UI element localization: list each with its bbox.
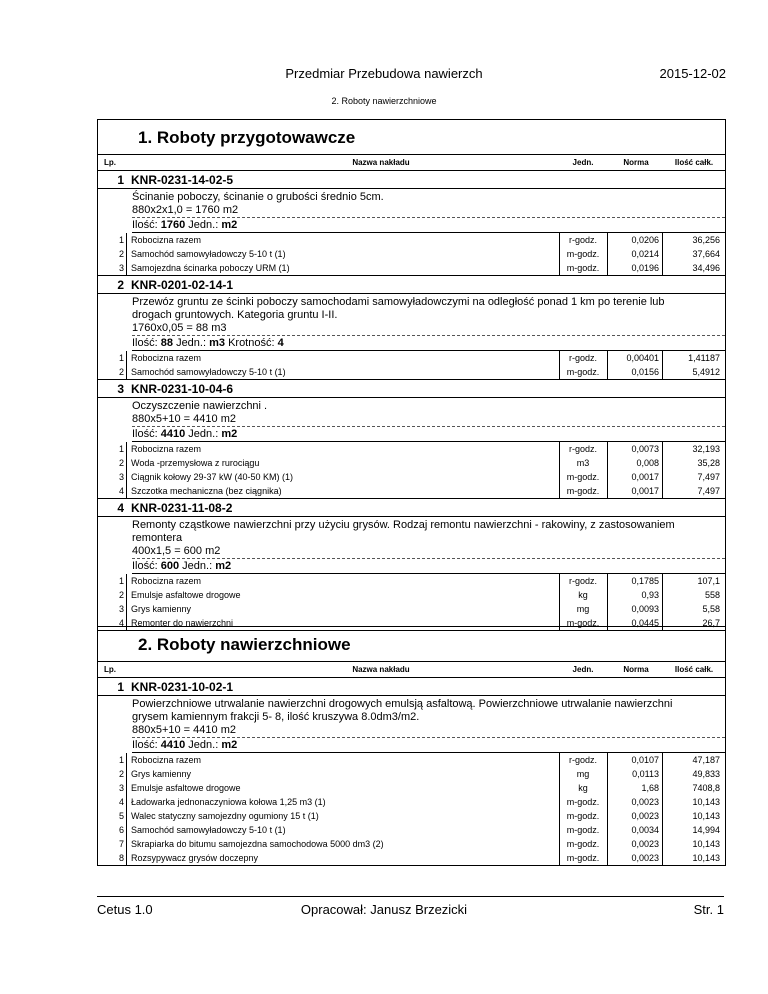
resource-row	[98, 753, 725, 767]
resource-unit: m-godz.	[566, 853, 600, 863]
resource-unit: m-godz.	[566, 825, 600, 835]
resource-total: 558	[704, 590, 720, 600]
resource-total: 35,28	[697, 458, 720, 468]
position-number: 1	[117, 173, 124, 187]
unit-label: Jedn.:	[176, 337, 207, 349]
resource-norm: 1,68	[641, 783, 659, 793]
unit-value: m2	[221, 219, 238, 231]
quantity-value: 1760	[160, 219, 186, 231]
resource-unit: m-godz.	[566, 811, 600, 821]
position-description	[98, 398, 725, 426]
resource-row	[98, 767, 725, 781]
resource-row	[98, 351, 725, 365]
document-date: 2015-12-02	[659, 66, 726, 81]
position-number: 4	[117, 501, 124, 515]
resource-unit: r-godz.	[568, 444, 597, 454]
resource-name: Grys kamienny	[131, 769, 192, 779]
resource-lp: 4	[118, 797, 124, 807]
resource-total: 107,1	[697, 576, 720, 586]
position-quantity	[132, 426, 725, 442]
footer-page-number: Str. 1	[693, 902, 724, 917]
resource-norm: 0,0214	[631, 249, 659, 259]
quantity-value: 600	[160, 560, 180, 572]
resource-total: 7408,8	[692, 783, 720, 793]
position-item	[98, 276, 725, 380]
description-line: remontera	[132, 532, 183, 544]
position-item	[98, 678, 725, 865]
resource-unit: m-godz.	[566, 263, 600, 273]
position-quantity	[132, 558, 725, 574]
resource-norm: 0,00401	[626, 353, 659, 363]
position-header	[98, 499, 725, 517]
resource-total: 32,193	[692, 444, 720, 454]
resource-name: Rozsypywacz grysów doczepny	[131, 853, 259, 863]
position-number: 3	[117, 382, 124, 396]
position-quantity	[132, 737, 725, 753]
resource-name: Robocizna razem	[131, 235, 202, 245]
resource-rows	[98, 753, 725, 865]
column-nazwa-nakladu: Nazwa nakładu	[352, 665, 410, 674]
column-norma: Norma	[623, 665, 649, 674]
footer-divider	[97, 896, 724, 897]
resource-row	[98, 247, 725, 261]
resource-rows	[98, 233, 725, 276]
resource-unit: mg	[576, 604, 590, 614]
resource-lp: 1	[118, 353, 124, 363]
description-line: Ścinanie poboczy, ścinanie o grubości średnio 5cm.	[132, 191, 384, 203]
resource-norm: 0,0073	[631, 444, 659, 454]
resource-norm: 0,0113	[632, 769, 659, 779]
resource-total: 7,497	[697, 472, 720, 482]
position-header	[98, 171, 725, 189]
resource-name: Samochód samowyładowczy 5-10 t (1)	[131, 825, 286, 835]
section-title: 2. Roboty nawierzchniowe	[138, 635, 351, 654]
resource-unit: kg	[578, 783, 588, 793]
resource-norm: 0,0017	[631, 472, 659, 482]
resource-norm: 0,0023	[631, 839, 659, 849]
resource-total: 5,4912	[692, 367, 720, 377]
footer-author: Opracował: Janusz Brzezicki	[300, 902, 468, 917]
resource-name: Woda -przemysłowa z rurociągu	[131, 458, 260, 468]
resource-name: Samochód samowyładowczy 5-10 t (1)	[131, 249, 286, 259]
resource-lp: 5	[118, 811, 124, 821]
resource-rows	[98, 351, 725, 380]
column-jedn: Jedn.	[572, 665, 594, 674]
resource-lp: 1	[118, 235, 124, 245]
resource-name: Robocizna razem	[131, 576, 202, 586]
description-line: 880x2x1,0 = 1760 m2	[132, 204, 239, 216]
quantity-value: 4410	[160, 739, 186, 751]
column-header-row	[98, 155, 725, 171]
resource-total: 5,58	[702, 604, 720, 614]
position-item	[98, 499, 725, 630]
column-ilosc-calk: Ilość całk.	[674, 158, 714, 167]
resource-row	[98, 470, 725, 484]
resource-name: Remonter do nawierzchni	[131, 618, 234, 628]
resource-row	[98, 456, 725, 470]
position-number: 2	[117, 278, 124, 292]
resource-row	[98, 442, 725, 456]
resource-unit: mg	[576, 769, 590, 779]
resource-unit: m3	[576, 458, 590, 468]
resource-total: 10,143	[692, 797, 720, 807]
position-header	[98, 380, 725, 398]
resource-total: 36,256	[692, 235, 720, 245]
section-roboty-przygotowawcze	[97, 119, 726, 631]
resource-norm: 0,0034	[631, 825, 659, 835]
resource-total: 34,496	[692, 263, 720, 273]
resource-unit: r-godz.	[568, 576, 597, 586]
resource-name: Samochód samowyładowczy 5-10 t (1)	[131, 367, 286, 377]
section-title-bar	[98, 120, 725, 155]
resource-norm: 0,0023	[631, 853, 659, 863]
resource-name: Robocizna razem	[131, 755, 202, 765]
quantity-label: Ilość:	[132, 219, 158, 231]
column-ilosc-calk: Ilość całk.	[674, 665, 714, 674]
quantity-value: 88	[160, 337, 173, 349]
description-line: 400x1,5 = 600 m2	[132, 545, 221, 557]
position-code: KNR-0231-14-02-5	[131, 173, 234, 187]
resource-lp: 2	[118, 769, 124, 779]
resource-row	[98, 365, 725, 379]
position-header	[98, 678, 725, 696]
resource-lp: 3	[118, 472, 124, 482]
resource-norm: 0,0196	[631, 263, 659, 273]
resource-unit: r-godz.	[568, 353, 597, 363]
resource-lp: 3	[118, 783, 124, 793]
resource-total: 26,7	[702, 618, 720, 628]
resource-row	[98, 781, 725, 795]
resource-row	[98, 809, 725, 823]
resource-name: Robocizna razem	[131, 444, 202, 454]
description-line: Oczyszczenie nawierzchni .	[132, 400, 268, 412]
document-subtitle: 2. Roboty nawierzchniowe	[331, 96, 437, 106]
column-lp: Lp.	[104, 665, 116, 674]
unit-label: Jedn.:	[188, 428, 219, 440]
description-line: Powierzchniowe utrwalanie nawierzchni drogowych emulsją asfaltową. Powierzchniowe utrwalanie nawierzchni	[132, 698, 673, 710]
resource-total: 10,143	[692, 811, 720, 821]
resource-unit: r-godz.	[568, 755, 597, 765]
position-description	[98, 294, 725, 335]
resource-unit: m-godz.	[566, 839, 600, 849]
resource-name: Ładowarka jednonaczyniowa kołowa 1,25 m3 (1)	[131, 797, 326, 807]
unit-label: Jedn.:	[182, 560, 213, 572]
position-number: 1	[117, 680, 124, 694]
resource-row	[98, 795, 725, 809]
unit-label: Jedn.:	[188, 739, 219, 751]
quantity-value: 4410	[160, 428, 186, 440]
position-item	[98, 380, 725, 499]
description-line: grysem kamiennym frakcji 5- 8, ilość kruszywa 8.0dm3/m2.	[132, 711, 420, 723]
position-code: KNR-0231-11-08-2	[131, 501, 233, 515]
quantity-label: Ilość:	[132, 739, 158, 751]
resource-norm: 0,0017	[631, 486, 659, 496]
resource-name: Samojezdna ścinarka poboczy URM (1)	[131, 263, 290, 273]
description-line: Przewóz gruntu ze ścinki poboczy samochodami samowyładowczymi na odległość ponad 1 km po terenie lub	[132, 296, 665, 308]
unit-value: m3	[209, 337, 225, 349]
resource-norm: 0,008	[636, 458, 659, 468]
column-lp: Lp.	[104, 158, 116, 167]
resource-norm: 0,1785	[631, 576, 659, 586]
position-description	[98, 696, 725, 737]
position-header	[98, 276, 725, 294]
resource-norm: 0,0023	[631, 797, 659, 807]
section-title-bar	[98, 627, 725, 662]
resource-name: Szczotka mechaniczna (bez ciągnika)	[131, 486, 282, 496]
position-description	[98, 189, 725, 217]
resource-unit: m-godz.	[566, 472, 600, 482]
resource-rows	[98, 442, 725, 499]
resource-name: Walec statyczny samojezdny ogumiony 15 t (1)	[131, 811, 319, 821]
resource-lp: 4	[118, 618, 124, 628]
resource-unit: r-godz.	[568, 235, 597, 245]
resource-row	[98, 588, 725, 602]
resource-lp: 7	[118, 839, 124, 849]
resource-row	[98, 261, 725, 275]
position-item	[98, 171, 725, 276]
section-roboty-nawierzchniowe	[97, 626, 726, 866]
unit-label: Jedn.:	[188, 219, 219, 231]
resource-norm: 0,0206	[631, 235, 659, 245]
resource-rows	[98, 574, 725, 630]
resource-lp: 2	[118, 367, 124, 377]
resource-total: 1,41187	[688, 353, 720, 363]
resource-name: Ciągnik kołowy 29-37 kW (40-50 KM) (1)	[131, 472, 294, 482]
description-line: Remonty cząstkowe nawierzchni przy użyciu grysów. Rodzaj remontu nawierzchni - rakowiny, z zastosowaniem	[132, 519, 675, 531]
resource-lp: 1	[118, 444, 124, 454]
resource-total: 47,187	[692, 755, 720, 765]
resource-total: 49,833	[692, 769, 720, 779]
resource-name: Emulsje asfaltowe drogowe	[131, 590, 241, 600]
position-code: KNR-0201-02-14-1	[131, 278, 234, 292]
resource-lp: 1	[118, 755, 124, 765]
quantity-label: Ilość:	[132, 428, 158, 440]
column-jedn: Jedn.	[572, 158, 594, 167]
position-quantity	[132, 335, 725, 351]
resource-unit: m-godz.	[566, 486, 600, 496]
document-title: Przedmiar Przebudowa nawierzch	[285, 66, 483, 81]
resource-lp: 1	[118, 576, 124, 586]
resource-unit: kg	[578, 590, 588, 600]
description-line: 880x5+10 = 4410 m2	[132, 724, 236, 736]
description-line: drogach gruntowych. Kategoria gruntu I-II.	[132, 309, 338, 321]
resource-row	[98, 823, 725, 837]
resource-name: Grys kamienny	[131, 604, 192, 614]
position-description	[98, 517, 725, 558]
unit-value: m2	[221, 739, 238, 751]
footer-software: Cetus 1.0	[97, 902, 153, 917]
resource-unit: m-godz.	[566, 249, 600, 259]
resource-lp: 3	[118, 263, 124, 273]
position-code: KNR-0231-10-02-1	[131, 680, 234, 694]
position-quantity	[132, 217, 725, 233]
resource-norm: 0,93	[641, 590, 659, 600]
resource-row	[98, 602, 725, 616]
resource-lp: 3	[118, 604, 124, 614]
resource-row	[98, 484, 725, 498]
unit-value: m2	[221, 428, 238, 440]
resource-total: 37,664	[692, 249, 720, 259]
section-title: 1. Roboty przygotowawcze	[138, 128, 356, 147]
resource-unit: m-godz.	[566, 618, 600, 628]
resource-row	[98, 574, 725, 588]
quantity-label: Ilość:	[132, 560, 158, 572]
resource-norm: 0,0107	[631, 755, 659, 765]
resource-row	[98, 837, 725, 851]
resource-norm: 0,0445	[631, 618, 659, 628]
description-line: 880x5+10 = 4410 m2	[132, 413, 236, 425]
resource-unit: m-godz.	[566, 367, 600, 377]
resource-row	[98, 233, 725, 247]
resource-total: 10,143	[692, 839, 720, 849]
column-nazwa-nakladu: Nazwa nakładu	[352, 158, 410, 167]
multiplier-value: 4	[277, 337, 284, 349]
resource-lp: 8	[118, 853, 124, 863]
resource-norm: 0,0093	[631, 604, 659, 614]
resource-lp: 2	[118, 590, 124, 600]
resource-name: Robocizna razem	[131, 353, 202, 363]
resource-row	[98, 851, 725, 865]
resource-norm: 0,0023	[631, 811, 659, 821]
quantity-label: Ilość:	[132, 337, 158, 349]
unit-value: m2	[215, 560, 232, 572]
resource-lp: 4	[118, 486, 124, 496]
column-header-row	[98, 662, 725, 678]
resource-lp: 6	[118, 825, 124, 835]
resource-norm: 0,0156	[631, 367, 659, 377]
resource-unit: m-godz.	[566, 797, 600, 807]
resource-name: Emulsje asfaltowe drogowe	[131, 783, 241, 793]
resource-name: Skrapiarka do bitumu samojezdna samochodowa 5000 dm3 (2)	[131, 839, 384, 849]
resource-total: 7,497	[697, 486, 720, 496]
resource-lp: 2	[118, 249, 124, 259]
position-code: KNR-0231-10-04-6	[131, 382, 234, 396]
column-norma: Norma	[623, 158, 649, 167]
resource-total: 14,994	[692, 825, 720, 835]
multiplier-label: Krotność:	[228, 337, 275, 349]
resource-total: 10,143	[692, 853, 720, 863]
resource-lp: 2	[118, 458, 124, 468]
description-line: 1760x0,05 = 88 m3	[132, 322, 227, 334]
